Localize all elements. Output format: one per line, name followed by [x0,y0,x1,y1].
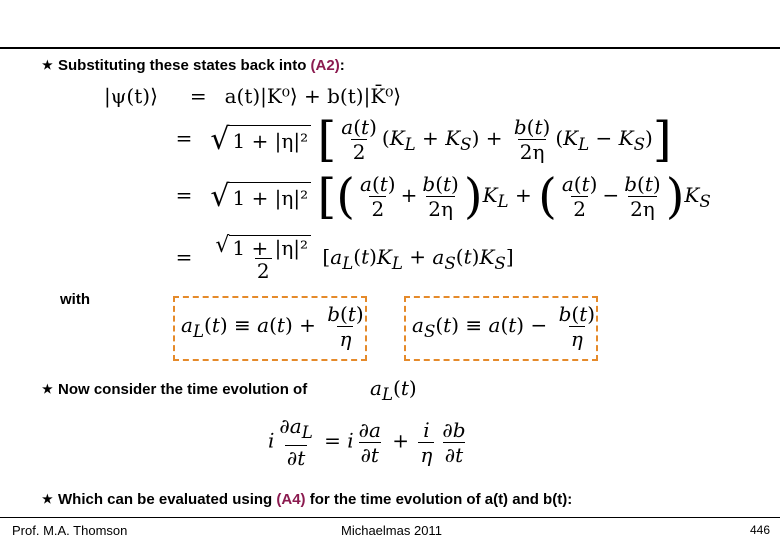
psi-ket: |ψ(t)⟩ [104,84,158,108]
aL-definition: $a_L(t) \equiv a(t)$ + $\frac{b(t)}{\eta}$ [181,302,364,351]
bullet-tail: : [339,57,345,74]
bullet-substituting [42,57,345,74]
bullet-text: Substituting these states back into [58,57,311,74]
bullet-evaluated [42,491,572,508]
bullet-time-evolution [42,381,307,398]
fraction: $\frac{a(t)}{2}$ [360,172,396,221]
aS-definition-box [404,296,598,361]
fraction: $\frac{b(t)}{2\eta}$ [513,115,551,164]
equation-line-1: |ψ(t)⟩ = a(t)|K⁰⟩ + b(t)|K̄⁰⟩ [104,84,402,108]
aL-definition-box [173,296,367,361]
fraction: $\frac{a(t)}{2}$ [561,172,598,221]
top-rule [0,47,780,49]
page-number: 446 [749,523,770,537]
star-bullet-icon: ★ [42,58,53,72]
equation-reference: (A2) [310,57,340,74]
evolution-equation: i $\frac{\partial a_L}{\partial t}$ = i $\frac{\partial a}{\partial t}$ + $\frac{i}{\eta}$ $\frac{\partial b}{\partial t}$ [268,414,466,470]
footer-author: Prof. M.A. Thomson [12,523,128,538]
equation-reference: (A4) [276,491,306,508]
fraction: $\frac{b(t)}{2\eta}$ [624,172,661,221]
fraction: √ 1 + |η|² 2 [213,233,313,283]
state-expansion: a(t)|K⁰⟩ + b(t)|K̄⁰⟩ [224,84,402,108]
footer-term: Michaelmas 2011 [341,523,442,538]
bullet-tail: for the time evolution of a(t) and b(t): [305,491,573,508]
sqrt-normalisation: √ 1 + |η|² [210,125,311,155]
equation-line-4: = √ 1 + |η|² 2 $[a_L(t)K_L + a_S(t)K_S]$ [175,233,514,283]
aL-symbol: $a_L(t)$ [370,376,417,404]
equation-line-2: = √ 1 + |η|² [ $\frac{a(t)}{2}$ $(K_L + K_S)$ + $\frac{b(t)}{2\eta}$ $(K_L - K_S)$] [175,111,672,168]
star-bullet-icon: ★ [42,492,53,506]
aS-definition: $a_S(t) \equiv a(t)$ − $\frac{b(t)}{\eta}$ [412,302,596,351]
sqrt-normalisation: √ 1 + |η|² [210,182,311,212]
star-bullet-icon: ★ [42,382,53,396]
bottom-rule [0,517,780,518]
with-label: with [60,291,90,308]
bullet-text: Which can be evaluated using [58,491,277,508]
bullet-text: Now consider the time evolution of [58,381,308,398]
fraction: $\frac{a(t)}{2}$ [341,115,377,164]
fraction: $\frac{b(t)}{2\eta}$ [422,172,459,221]
equation-line-3: = √ 1 + |η|² [( $\frac{a(t)}{2}$ + $\frac{b(t)}{2\eta}$ )$K_L$ + ( $\frac{a(t)}{2}$ − $\frac{b(t)}{2\eta}$ )$K_S$ [175,168,711,225]
